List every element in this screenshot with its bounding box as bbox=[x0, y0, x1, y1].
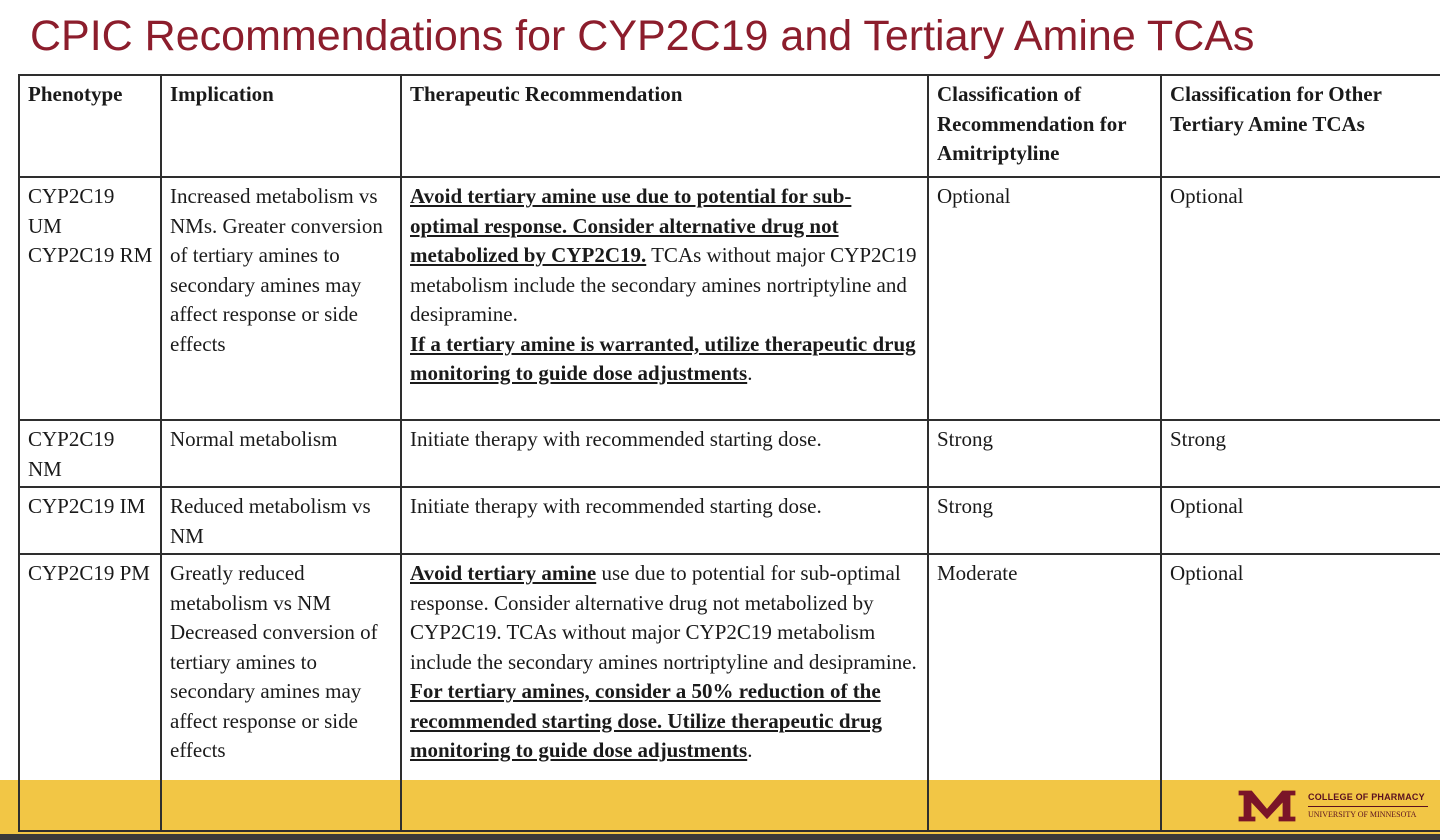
table-header-row bbox=[19, 75, 1440, 177]
header-phenotype: Phenotype bbox=[19, 75, 161, 177]
recommendation-text: . bbox=[747, 738, 753, 762]
amitriptyline-classification-cell: Strong bbox=[928, 487, 1161, 554]
recommendation-table bbox=[18, 74, 1440, 832]
recommendation-emphasis: Avoid tertiary amine use due to potential for sub-optimal response. Consider alternative drug not metabolized by CYP2C19. bbox=[410, 184, 852, 267]
recommendation-emphasis: If a tertiary amine is warranted, utilize therapeutic drug monitoring to guide dose adjustments bbox=[410, 331, 916, 385]
phenotype-cell: CYP2C19 IM bbox=[19, 487, 161, 554]
recommendation-cell: Initiate therapy with recommended starting dose. bbox=[401, 487, 928, 554]
implication-cell: Reduced metabolism vs NM bbox=[161, 487, 401, 554]
college-of-pharmacy-logo bbox=[1236, 786, 1436, 830]
phenotype-cell: CYP2C19 PM bbox=[19, 554, 161, 831]
recommendation-text: use due to potential for sub-optimal response. Consider alternative drug not metabolized by CYP2C19. TCAs without major CYP2C19 metabolism include the secondary amines nortriptyline and desipramine. bbox=[410, 561, 917, 674]
recommendation-emphasis: For tertiary amines, consider a 50% reduction of the recommended starting dose. Utilize therapeutic drug monitoring to guide dose adjustments bbox=[410, 679, 883, 762]
amitriptyline-classification-cell: Optional bbox=[928, 177, 1161, 420]
recommendation-cell: Initiate therapy with recommended starting dose. bbox=[401, 420, 928, 487]
implication-cell: Increased metabolism vs NMs. Greater conversion of tertiary amines to secondary amines may affect response or side effects bbox=[161, 177, 401, 420]
amitriptyline-classification-cell: Moderate bbox=[928, 554, 1161, 831]
footer-dark-bar bbox=[0, 834, 1440, 840]
logo-divider bbox=[1308, 806, 1428, 807]
slide-title: CPIC Recommendations for CYP2C19 and Tertiary Amine TCAs bbox=[30, 12, 1255, 60]
other-classification-cell: Optional bbox=[1161, 177, 1440, 420]
header-classification-other: Classification for Other Tertiary Amine TCAs bbox=[1161, 75, 1440, 177]
table-row bbox=[19, 487, 1440, 554]
phenotype-cell: CYP2C19 UM CYP2C19 RM bbox=[19, 177, 161, 420]
university-m-logo-icon bbox=[1236, 786, 1298, 826]
recommendation-emphasis: Avoid tertiary amine bbox=[410, 561, 597, 585]
recommendation-cell bbox=[401, 177, 928, 420]
logo-university-name: UNIVERSITY OF MINNESOTA bbox=[1308, 810, 1417, 819]
recommendation-cell bbox=[401, 554, 928, 831]
table-row bbox=[19, 554, 1440, 831]
table-row bbox=[19, 420, 1440, 487]
other-classification-cell: Optional bbox=[1161, 554, 1440, 831]
header-classification-amitriptyline: Classification of Recommendation for Amitriptyline bbox=[928, 75, 1161, 177]
other-classification-cell: Strong bbox=[1161, 420, 1440, 487]
logo-college-name: COLLEGE OF PHARMACY bbox=[1308, 792, 1425, 802]
recommendation-text: . bbox=[747, 361, 753, 385]
other-classification-cell: Optional bbox=[1161, 487, 1440, 554]
table-row bbox=[19, 177, 1440, 420]
header-therapeutic-recommendation: Therapeutic Recommendation bbox=[401, 75, 928, 177]
recommendation-text: TCAs without major CYP2C19 metabolism include the secondary amines nortriptyline and desipramine. bbox=[410, 243, 917, 326]
implication-cell: Greatly reduced metabolism vs NM Decreased conversion of tertiary amines to secondary amines may affect response or side effects bbox=[161, 554, 401, 831]
implication-cell: Normal metabolism bbox=[161, 420, 401, 487]
phenotype-cell: CYP2C19 NM bbox=[19, 420, 161, 487]
header-implication: Implication bbox=[161, 75, 401, 177]
amitriptyline-classification-cell: Strong bbox=[928, 420, 1161, 487]
